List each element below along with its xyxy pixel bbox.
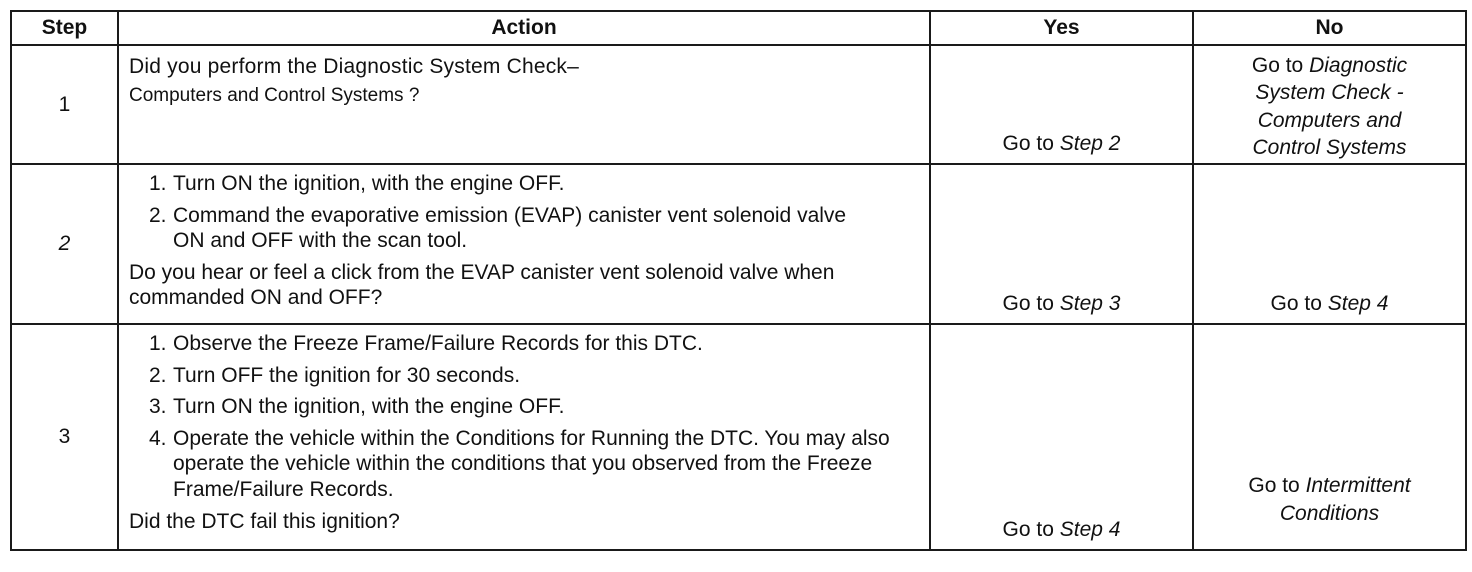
action-cell xyxy=(118,324,930,550)
instruction-text: Turn OFF the ignition for 30 seconds. xyxy=(173,363,521,387)
no-ref-line1: Intermittent xyxy=(1305,474,1411,498)
instruction-text: Command the evaporative emission (EVAP) canister vent solenoid valve ON and OFF with the scan tool. xyxy=(173,203,847,253)
instruction-item xyxy=(149,331,919,357)
instruction-number: 2. xyxy=(149,363,167,387)
yes-cell xyxy=(930,45,1193,164)
no-prefix: Go to xyxy=(1270,291,1322,315)
step-number: 3 xyxy=(11,324,118,550)
instruction-item xyxy=(149,394,919,420)
yes-ref: Step 4 xyxy=(1059,517,1121,541)
instruction-list xyxy=(119,165,929,254)
instruction-text: Turn ON the ignition, with the engine OFF. xyxy=(173,172,565,195)
yes-ref: Step 3 xyxy=(1059,291,1121,315)
no-ref-line2: Conditions xyxy=(1279,501,1380,525)
yes-link[interactable] xyxy=(931,130,1192,163)
instruction-item xyxy=(149,171,919,197)
no-prefix: Go to xyxy=(1248,474,1300,498)
header-row xyxy=(11,11,1466,45)
step-number: 1 xyxy=(11,45,118,164)
no-ref: Step 4 xyxy=(1327,291,1389,315)
step-number: 2 xyxy=(11,164,118,324)
no-link[interactable] xyxy=(1194,290,1465,323)
question-text: Did the DTC fail this ignition? xyxy=(129,509,400,533)
question-text-line2: Computers and Control Systems ? xyxy=(129,84,420,106)
instruction-number: 3. xyxy=(149,395,167,419)
header-action: Action xyxy=(118,11,930,45)
yes-prefix: Go to xyxy=(1002,131,1054,155)
diagnostic-table xyxy=(10,10,1467,551)
no-ref-line4: Control Systems xyxy=(1252,135,1407,159)
action-cell xyxy=(118,45,930,164)
instruction-item xyxy=(149,426,919,503)
yes-cell xyxy=(930,324,1193,550)
question-text: Do you hear or feel a click from the EVAP canister vent solenoid valve when commanded ON and OFF? xyxy=(129,260,835,310)
yes-link[interactable] xyxy=(931,290,1192,323)
instruction-number: 4. xyxy=(149,426,167,450)
instruction-number: 2. xyxy=(149,203,167,227)
header-yes: Yes xyxy=(930,11,1193,45)
table-row xyxy=(11,164,1466,324)
header-no: No xyxy=(1193,11,1466,45)
no-link[interactable] xyxy=(1194,472,1465,549)
yes-link[interactable] xyxy=(931,516,1192,549)
instruction-item xyxy=(149,203,919,254)
question-text: Did you perform the Diagnostic System Check– xyxy=(129,55,579,78)
table-row xyxy=(11,45,1466,164)
instruction-text: Operate the vehicle within the Conditions for Running the DTC. You may also operate the vehicle within the conditions that you observed from the Freeze Frame/Failure Records. xyxy=(173,426,890,502)
yes-cell xyxy=(930,164,1193,324)
instruction-text: Observe the Freeze Frame/Failure Records for this DTC. xyxy=(173,332,703,355)
yes-ref: Step 2 xyxy=(1059,131,1121,155)
action-cell xyxy=(118,164,930,324)
yes-prefix: Go to xyxy=(1002,291,1054,315)
no-cell xyxy=(1193,164,1466,324)
instruction-number: 1. xyxy=(149,332,167,355)
no-cell xyxy=(1193,324,1466,550)
instruction-text: Turn ON the ignition, with the engine OFF. xyxy=(173,395,565,419)
instruction-item xyxy=(149,363,919,389)
header-step: Step xyxy=(11,11,118,45)
no-ref-line1: Diagnostic xyxy=(1309,54,1408,77)
no-ref-line2: System Check - xyxy=(1255,81,1404,105)
no-ref-line3: Computers and xyxy=(1257,108,1402,132)
table-row xyxy=(11,324,1466,550)
no-link[interactable] xyxy=(1194,46,1465,161)
instruction-number: 1. xyxy=(149,172,167,195)
yes-prefix: Go to xyxy=(1002,517,1054,541)
no-cell xyxy=(1193,45,1466,164)
no-prefix: Go to xyxy=(1251,54,1304,77)
instruction-list xyxy=(119,325,929,503)
